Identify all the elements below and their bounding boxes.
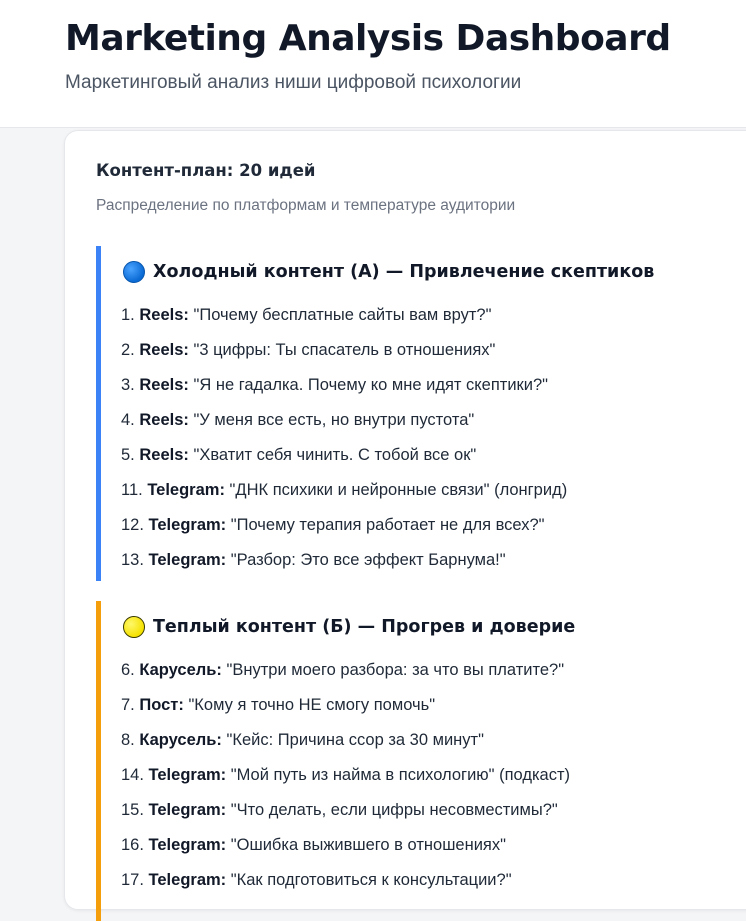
list-item <box>121 694 570 729</box>
item-number: 17. <box>121 871 144 889</box>
item-text: "Кому я точно НЕ смогу помочь" <box>188 696 436 714</box>
item-number: 7. <box>121 696 135 714</box>
page-title: Marketing Analysis Dashboard <box>65 18 671 59</box>
item-text: "Я не гадалка. Почему ко мне идят скептики?" <box>193 376 549 394</box>
list-item <box>121 374 567 409</box>
item-text: "Мой путь из найма в психологию" (подкаст) <box>230 766 571 784</box>
list-item <box>121 834 570 869</box>
list-item <box>121 479 567 514</box>
list-item <box>121 409 567 444</box>
item-platform: Reels: <box>139 376 189 394</box>
item-number: 6. <box>121 661 135 679</box>
warm-content-list <box>121 659 570 904</box>
item-number: 15. <box>121 801 144 819</box>
list-item <box>121 764 570 799</box>
list-item <box>121 304 567 339</box>
list-item <box>121 729 570 764</box>
item-platform: Reels: <box>139 341 189 359</box>
item-platform: Карусель: <box>139 731 222 749</box>
content-plan-card <box>64 130 746 910</box>
item-text: "Ошибка выжившего в отношениях" <box>230 836 506 854</box>
item-number: 5. <box>121 446 135 464</box>
item-number: 3. <box>121 376 135 394</box>
page-subtitle: Маркетинговый анализ ниши цифровой психологии <box>65 72 522 93</box>
item-text: "Разбор: Это все эффект Барнума!" <box>230 551 506 569</box>
card-description: Распределение по платформам и температуре аудитории <box>96 197 516 214</box>
item-platform: Карусель: <box>139 661 222 679</box>
item-number: 12. <box>121 516 144 534</box>
item-platform: Telegram: <box>147 481 225 499</box>
item-number: 14. <box>121 766 144 784</box>
item-platform: Reels: <box>139 306 189 324</box>
cold-content-list <box>121 304 567 584</box>
item-number: 11. <box>121 481 143 499</box>
item-platform: Telegram: <box>148 766 227 784</box>
cold-section-title-text: Холодный контент (А) — Привлечение скептиков <box>153 262 655 282</box>
list-item <box>121 339 567 374</box>
item-platform: Reels: <box>139 411 189 429</box>
cold-content-section <box>96 246 746 581</box>
item-platform: Telegram: <box>148 836 227 854</box>
item-text: "Почему терапия работает не для всех?" <box>230 516 545 534</box>
list-item <box>121 799 570 834</box>
item-text: "Кейс: Причина ссор за 30 минут" <box>226 731 484 749</box>
page-header <box>0 0 746 128</box>
list-item <box>121 514 567 549</box>
item-text: "Что делать, если цифры несовместимы?" <box>230 801 558 819</box>
item-platform: Telegram: <box>148 551 227 569</box>
item-text: "Как подготовиться к консультации?" <box>230 871 512 889</box>
warm-content-section <box>96 601 746 921</box>
list-item <box>121 444 567 479</box>
cold-section-title <box>123 261 654 283</box>
item-text: "У меня все есть, но внутри пустота" <box>193 411 475 429</box>
item-number: 16. <box>121 836 144 854</box>
item-platform: Пост: <box>139 696 184 714</box>
list-item <box>121 549 567 584</box>
item-platform: Telegram: <box>148 516 227 534</box>
item-platform: Telegram: <box>148 871 227 889</box>
item-number: 1. <box>121 306 135 324</box>
item-number: 4. <box>121 411 135 429</box>
item-text: "Хватит себя чинить. С тобой все ок" <box>193 446 477 464</box>
item-text: "3 цифры: Ты спасатель в отношениях" <box>193 341 496 359</box>
item-number: 8. <box>121 731 135 749</box>
card-title: Контент-план: 20 идей <box>96 161 316 180</box>
item-text: "Внутри моего разбора: за что вы платите?" <box>226 661 565 679</box>
yellow-circle-icon <box>123 616 145 638</box>
list-item <box>121 869 570 904</box>
blue-circle-icon <box>123 261 145 283</box>
warm-section-title-text: Теплый контент (Б) — Прогрев и доверие <box>153 617 576 637</box>
item-text: "ДНК психики и нейронные связи" (лонгрид) <box>229 481 568 499</box>
item-platform: Reels: <box>139 446 189 464</box>
list-item <box>121 659 570 694</box>
warm-section-title <box>123 616 575 638</box>
item-number: 2. <box>121 341 135 359</box>
item-text: "Почему бесплатные сайты вам врут?" <box>193 306 492 324</box>
item-platform: Telegram: <box>148 801 227 819</box>
item-number: 13. <box>121 551 144 569</box>
